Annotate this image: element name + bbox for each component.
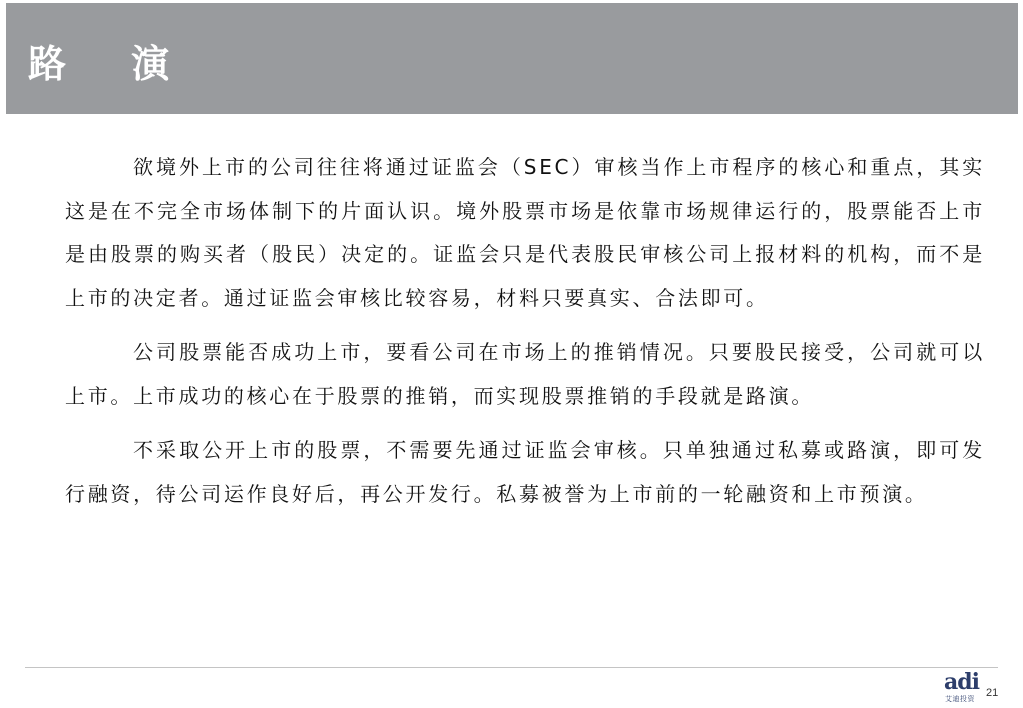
paragraph-3: 不采取公开上市的股票，不需要先通过证监会审核。只单独通过私募或路演，即可发行融资，待公司运作良好后，再公开发行。私募被誉为上市前的一轮融资和上市预演。	[65, 438, 985, 506]
slide-title: 路 演	[28, 42, 196, 86]
company-logo	[944, 671, 984, 705]
title-bar	[6, 3, 1018, 114]
paragraph-2: 公司股票能否成功上市，要看公司在市场上的推销情况。只要股民接受，公司就可以上市。上市成功的核心在于股票的推销，而实现股票推销的手段就是路演。	[65, 340, 985, 408]
page-number: 21	[986, 687, 999, 699]
logo-mark: adi	[944, 669, 979, 695]
footer-divider	[25, 667, 998, 668]
logo-subtext: 艾迪投资	[945, 695, 975, 703]
slide-body	[65, 146, 985, 516]
paragraph-1: 欲境外上市的公司往往将通过证监会（SEC）审核当作上市程序的核心和重点，其实这是在不完全市场体制下的片面认识。境外股票市场是依靠市场规律运行的，股票能否上市是由股票的购买者（股民）决定的。证监会只是代表股民审核公司上报材料的机构，而不是上市的决定者。通过证监会审核比较容易，材料只要真实、合法即可。	[65, 155, 985, 310]
